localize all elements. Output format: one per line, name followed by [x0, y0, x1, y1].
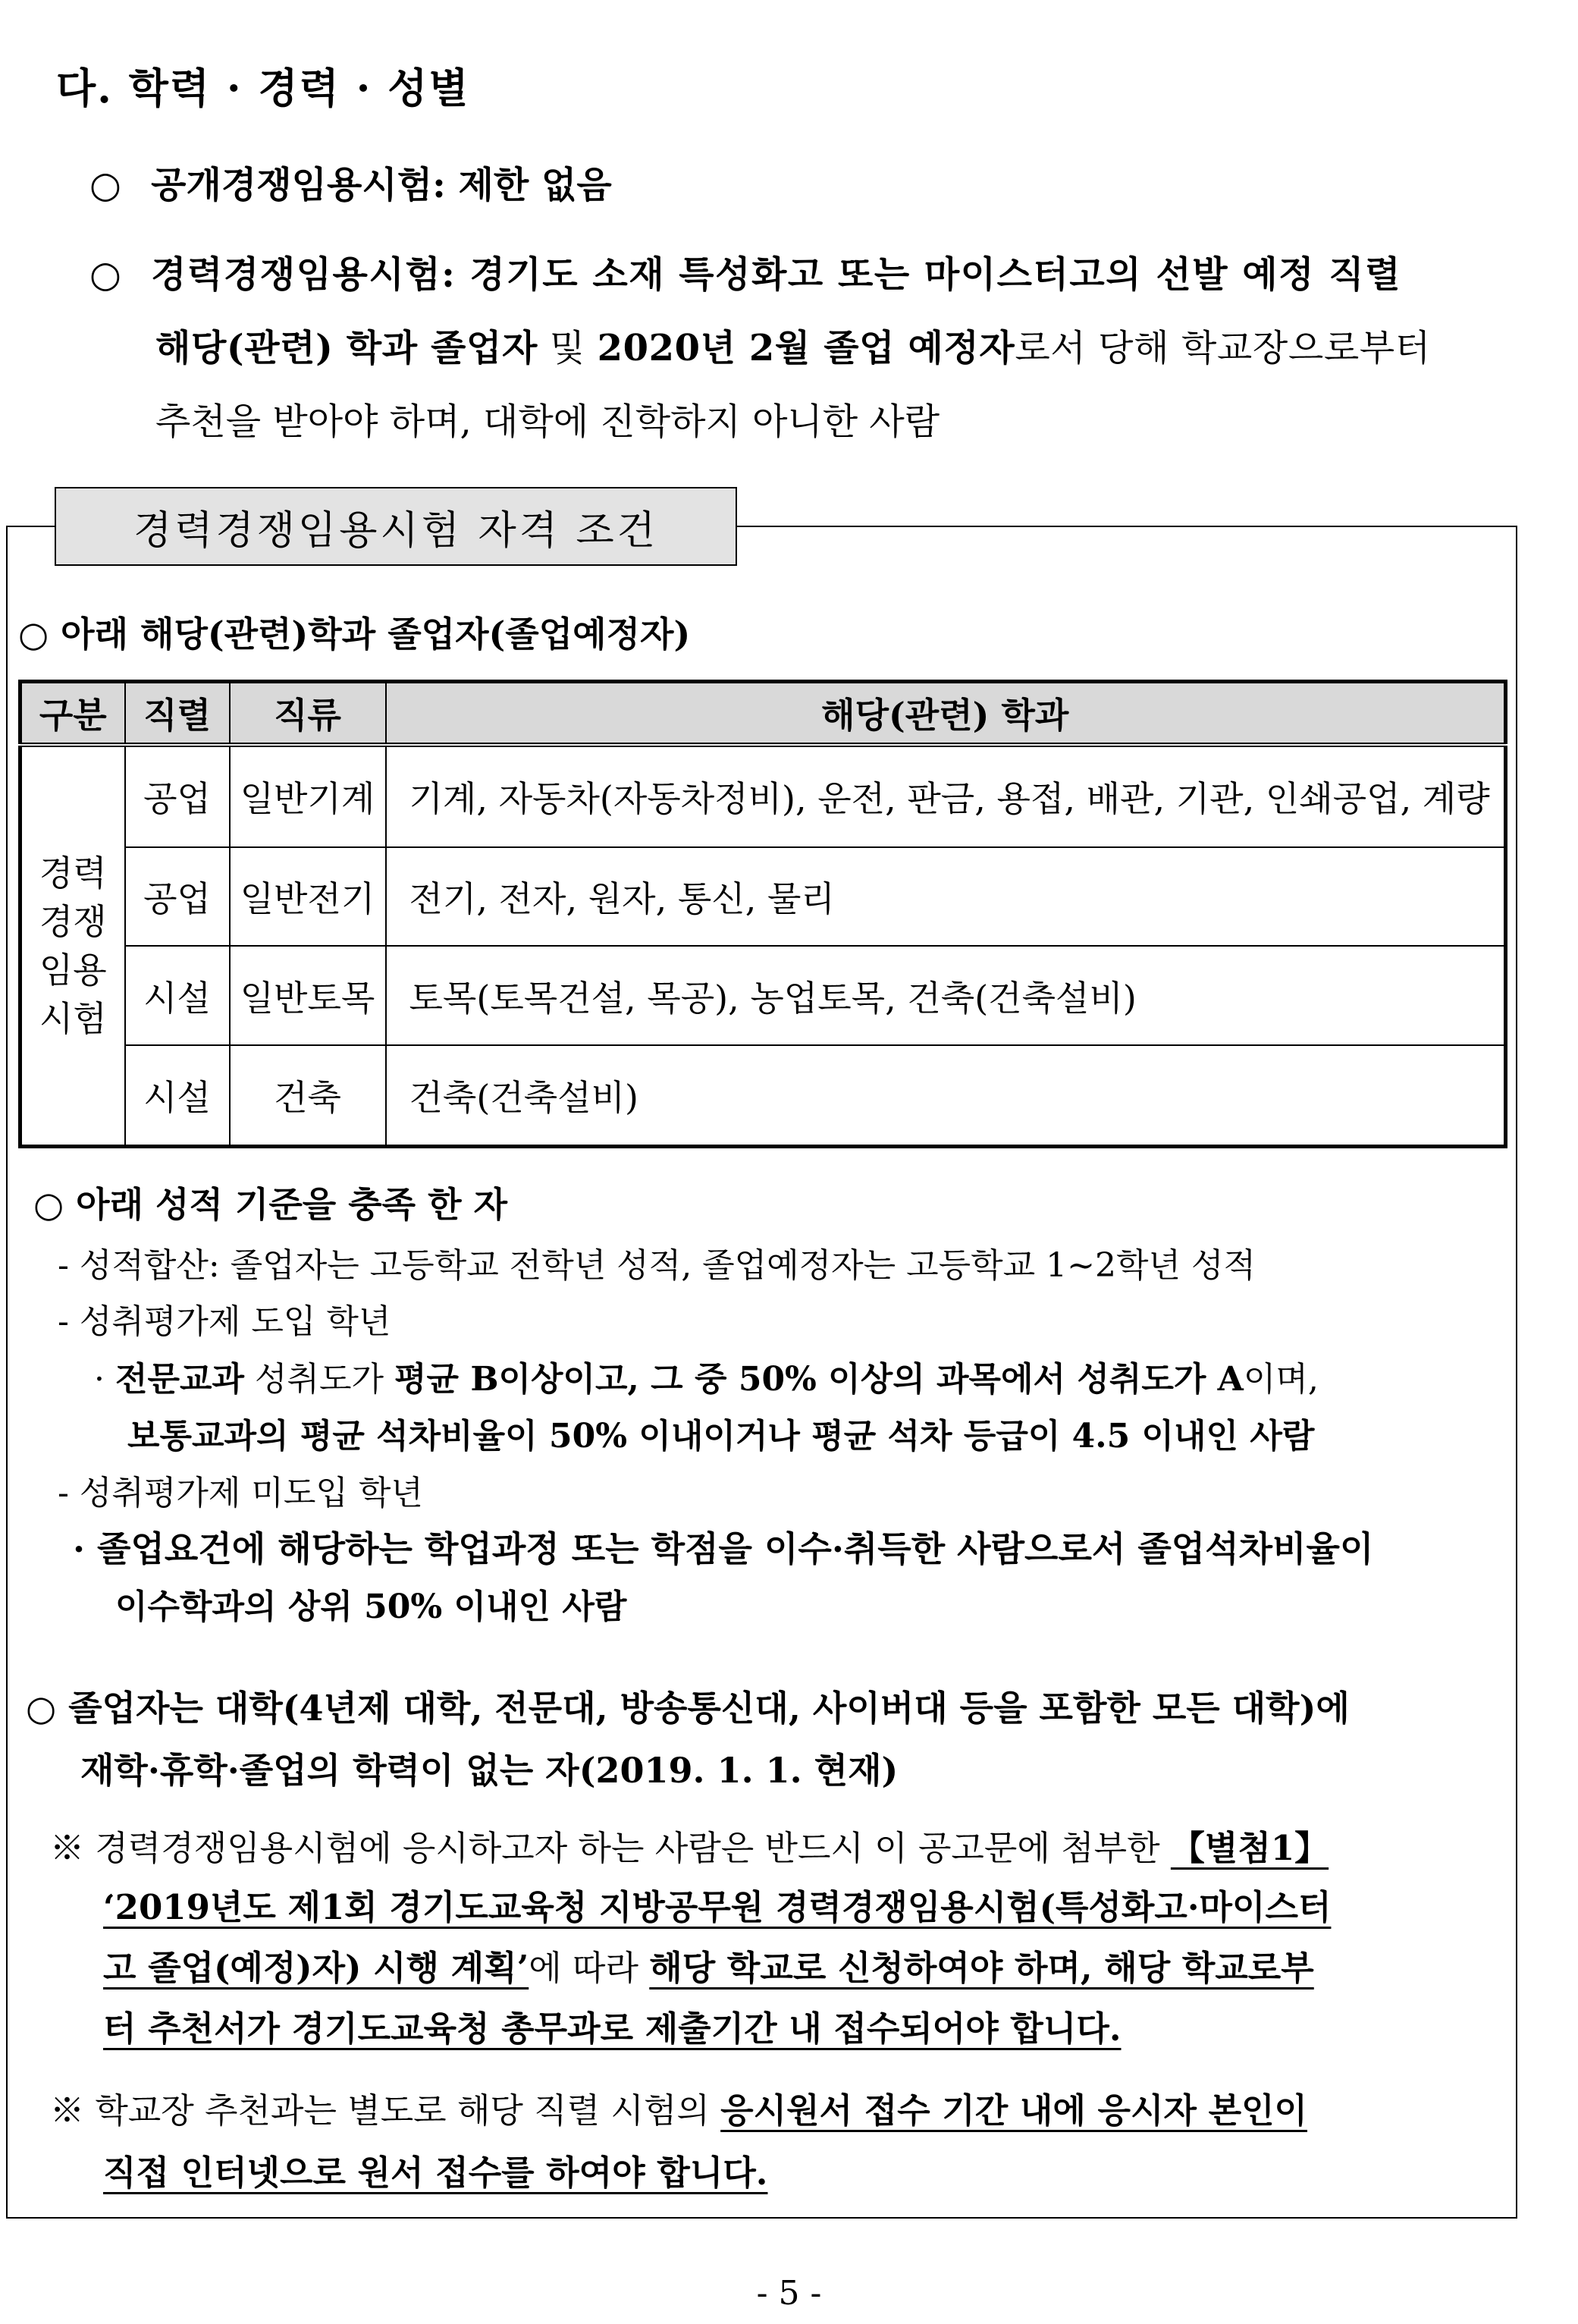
reference-mark: ※: [50, 2090, 85, 2131]
category-line: 경쟁: [39, 901, 107, 942]
header-series: 직렬: [125, 682, 230, 746]
category-line: 경력: [39, 853, 107, 893]
achievement-system-line: - 성취평가제 도입 학년: [58, 1302, 391, 1341]
circle-bullet: ○: [89, 164, 121, 206]
table-row: [20, 847, 1506, 947]
header-category: 구분: [20, 682, 125, 746]
series-cell: 시설: [125, 946, 230, 1045]
series-cell: 공업: [125, 745, 230, 847]
career-exam-and: 및: [537, 327, 598, 369]
career-exam-line3: 추천을 받아야 하며, 대학에 진학하지 아니한 사람: [155, 400, 940, 443]
qualification-box-title: 경력경쟁임용시험 자격 조건: [55, 487, 737, 566]
series-cell: 공업: [125, 847, 230, 947]
note1-plain: 경력경쟁임용시험에 응시하고자 하는 사람은 반드시 이 공고문에 첨부한: [95, 1828, 1171, 1868]
department-cell: 전기, 전자, 원자, 통신, 물리: [386, 847, 1506, 947]
category-cell: [20, 745, 125, 1147]
condition-department: ○ 아래 해당(관련)학과 졸업자(졸업예정자): [18, 614, 691, 655]
achievement-text: 성취도가: [244, 1360, 395, 1399]
reference-mark: ※: [50, 1828, 85, 1868]
achievement-end-text: 이며,: [1243, 1360, 1319, 1399]
apply-school-text: 해당 학교로 신청하여야 하며, 해당 학교로부: [649, 1948, 1314, 1988]
dot-bullet: ·: [73, 1528, 86, 1569]
career-exam-line2-rest: 로서 당해 학교장으로부터: [1015, 327, 1431, 369]
class-cell: 일반기계: [230, 745, 386, 847]
major-subject-text: 전문교과: [115, 1360, 245, 1399]
header-class: 직류: [230, 682, 386, 746]
class-cell: 일반전기: [230, 847, 386, 947]
achievement-detail-line2: 보통교과의 평균 석차비율이 50% 이내이거나 평균 석차 등급이 4.5 이내인 사람: [127, 1417, 1315, 1456]
class-cell: 일반토목: [230, 946, 386, 1045]
career-exam-line2: [155, 319, 1431, 371]
dot-bullet: ·: [94, 1360, 105, 1399]
header-department: 해당(관련) 학과: [386, 682, 1506, 746]
category-line: 시험: [39, 998, 107, 1039]
table-row: [20, 1045, 1506, 1147]
application-period-text: 응시원서 접수 기간 내에 응시자 본인이: [720, 2090, 1308, 2131]
class-cell: 건축: [230, 1045, 386, 1147]
career-exam-line1: 경력경쟁임용시험: 경기도 소재 특성화고 또는 마이스터고의 선발 예정 직렬: [151, 253, 1401, 296]
circle-bullet: ○: [89, 253, 121, 296]
plan-title-end: 고 졸업(예정)자) 시행 계획’: [103, 1948, 529, 1988]
graduation-ratio-line2: 이수학과의 상위 50% 이내인 사람: [115, 1588, 627, 1626]
note1-according: 에 따라: [529, 1948, 650, 1988]
condition-grades: ○ 아래 성적 기준을 충족 한 자: [33, 1184, 508, 1225]
table-row: [20, 745, 1506, 847]
graduation-ratio-text: 졸업요건에 해당하는 학업과정 또는 학점을 이수·취득한 사람으로서 졸업석차비율이: [97, 1528, 1374, 1569]
section-heading: 다. 학력 · 경력 · 성별: [56, 64, 470, 112]
condition-university-line1: ○ 졸업자는 대학(4년제 대학, 전문대, 방송통신대, 사이버대 등을 포함한 모든 대학)에: [26, 1688, 1350, 1729]
achievement-detail-line1: [94, 1352, 1319, 1400]
department-cell: 토목(토목건설, 목공), 농업토목, 건축(건축설비): [386, 946, 1506, 1045]
note2-plain: 학교장 추천과는 별도로 해당 직렬 시험의: [95, 2090, 721, 2131]
note1-line4: 터 추천서가 경기도교육청 총무과로 제출기간 내 접수되어야 합니다.: [103, 2008, 1122, 2049]
category-line: 임용: [39, 950, 107, 991]
department-table: [18, 680, 1507, 1148]
career-exam-dept-grad: 해당(관련) 학과 졸업자: [155, 327, 538, 369]
career-exam-item-line1: [89, 245, 1401, 297]
note1-line1: [50, 1820, 1329, 1870]
note2-line2: 직접 인터넷으로 원서 접수를 하여야 합니다.: [103, 2153, 768, 2193]
department-cell: 건축(건축설비): [386, 1045, 1506, 1147]
attachment-label: 【별첨1】: [1170, 1828, 1329, 1868]
open-exam-text: 공개경쟁임용시험: 제한 없음: [151, 164, 612, 206]
career-exam-expected-grad: 2020년 2월 졸업 예정자: [597, 327, 1015, 369]
open-exam-item: [89, 155, 612, 208]
condition-university-line2: 재학·휴학·졸업의 학력이 없는 자(2019. 1. 1. 현재): [80, 1750, 899, 1791]
page-number: - 5 -: [756, 2274, 822, 2313]
non-achievement-system-line: - 성취평가제 미도입 학년: [58, 1474, 423, 1512]
department-cell: 기계, 자동차(자동차정비), 운전, 판금, 용접, 배관, 기관, 인쇄공업, 계량: [386, 745, 1506, 847]
note1-line2: ‘2019년도 제1회 경기도교육청 지방공무원 경력경쟁임용시험(특성화고·마이스터: [103, 1887, 1332, 1927]
note1-line3: [103, 1940, 1314, 1990]
graduation-ratio-line1: [73, 1522, 1373, 1572]
table-row: [20, 946, 1506, 1045]
average-b-text: 평균 B이상이고, 그 중 50% 이상의 과목에서 성취도가 A: [394, 1360, 1244, 1399]
grade-sum-line: - 성적합산: 졸업자는 고등학교 전학년 성적, 졸업예정자는 고등학교 1~2학년 성적: [58, 1246, 1256, 1285]
note2-line1: [50, 2083, 1307, 2132]
series-cell: 시설: [125, 1045, 230, 1147]
table-header-row: [20, 682, 1506, 746]
